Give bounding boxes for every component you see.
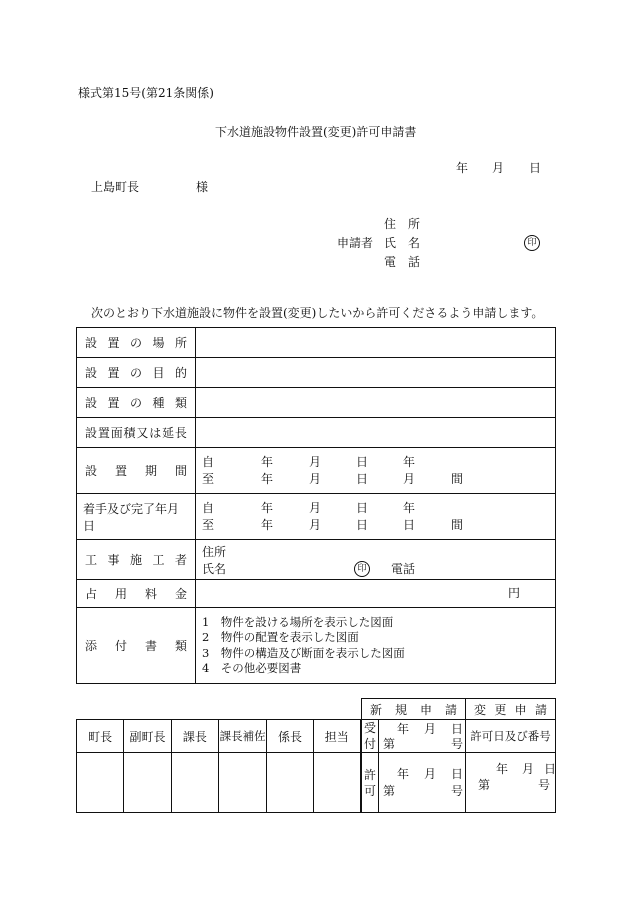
work-from-day: 日: [355, 500, 368, 515]
stamp-cell[interactable]: [124, 753, 171, 813]
applicant-address-label: 住 所: [384, 217, 421, 231]
date-month: 月: [492, 161, 505, 175]
role-cell: 課長補佐: [218, 720, 266, 753]
permit-date-number-label: 許可日及び番号: [466, 720, 556, 753]
kind-field[interactable]: [195, 388, 555, 418]
area-field[interactable]: [195, 418, 555, 448]
fee-label: 占 用 料 金: [85, 587, 187, 601]
permitted-number-suffix: 号: [451, 783, 464, 798]
permitted-year: 年: [397, 766, 410, 781]
contractor-phone-label: 電話: [390, 561, 415, 576]
page-title: 下水道施設物件設置(変更)許可申請書: [215, 125, 417, 139]
period-to: 至: [201, 471, 214, 486]
role-cell: 課長: [171, 720, 218, 753]
work-to: 至: [201, 517, 214, 532]
row-kind: [77, 388, 556, 418]
period-from: 自: [201, 454, 214, 469]
kind-label: 設 置 の 種 類: [85, 396, 187, 410]
period-duration-year: 年: [402, 454, 415, 469]
period-label: 設 置 期 間: [85, 464, 187, 478]
attachments-label: 添 付 書 類: [85, 639, 187, 653]
new-application-header: 新 規 申 請: [362, 699, 466, 720]
contractor-name-label: 氏名: [201, 561, 226, 576]
stamp-cell[interactable]: [218, 753, 266, 813]
date-year: 年: [456, 161, 469, 175]
permitted-month: 月: [424, 766, 437, 781]
row-period: [77, 448, 556, 494]
period-to-year: 年: [260, 471, 273, 486]
received-day: 日: [451, 722, 464, 736]
contractor-address-label: 住所: [201, 544, 226, 559]
work-from-year: 年: [260, 500, 273, 515]
received-label: 受 付: [362, 720, 379, 753]
permitted-day: 日: [451, 766, 464, 781]
work-to-year: 年: [260, 517, 273, 532]
attachment-item: 2 物件の配置を表示した図面: [201, 630, 359, 644]
role-cell: 副町長: [124, 720, 171, 753]
statement: 次のとおり下水道施設に物件を設置(変更)したいから許可くださるよう申請します。: [91, 306, 544, 320]
addressee-name: 上島町長: [91, 180, 140, 194]
role-cell: 町長: [77, 720, 124, 753]
applicant-label: 申請者: [337, 236, 374, 250]
row-place: [77, 328, 556, 358]
work-to-day: 日: [355, 517, 368, 532]
period-to-month: 月: [308, 471, 321, 486]
place-label: 設 置 の 場 所: [85, 336, 187, 350]
row-contractor: [77, 540, 556, 580]
period-from-year: 年: [260, 454, 273, 469]
application-table: [76, 327, 556, 684]
area-label: 設 置 面 積 又 は 延 長: [85, 426, 187, 440]
applicant-phone-label: 電 話: [384, 255, 421, 269]
form-number: 様式第15号(第21条関係): [78, 86, 214, 100]
change-permit-date-number[interactable]: [466, 753, 556, 813]
purpose-field[interactable]: [195, 358, 555, 388]
work-duration-day: 日: [402, 517, 415, 532]
receipt-table: [361, 698, 556, 813]
work-from: 自: [201, 500, 214, 515]
work-duration-year: 年: [402, 500, 415, 515]
attachments-field: [195, 608, 555, 684]
date-day: 日: [529, 161, 542, 175]
period-from-month: 月: [308, 454, 321, 469]
period-duration-month: 月: [402, 471, 415, 486]
applicant-name-label: 氏 名: [384, 236, 421, 250]
row-area: [77, 418, 556, 448]
period-between: 間: [450, 471, 463, 486]
period-field[interactable]: [195, 448, 555, 494]
received-number-prefix: 第: [383, 737, 396, 751]
stamp-cell[interactable]: [313, 753, 360, 813]
period-from-day: 日: [355, 454, 368, 469]
fee-field[interactable]: [195, 580, 555, 608]
fee-unit: 円: [507, 586, 520, 600]
row-attachments: [77, 608, 556, 684]
attachment-item: 4 その他必要図書: [201, 661, 302, 675]
row-work-dates: [77, 494, 556, 540]
change-month: 月: [522, 761, 535, 776]
purpose-label: 設 置 の 目 的: [85, 366, 187, 380]
addressee-honorific: 様: [196, 180, 209, 194]
period-to-day: 日: [355, 471, 368, 486]
stamp-cell[interactable]: [77, 753, 124, 813]
contractor-field[interactable]: [195, 540, 555, 580]
applicant-seal-icon: 印: [524, 235, 540, 251]
role-cell: 担当: [313, 720, 360, 753]
work-dates-field[interactable]: [195, 494, 555, 540]
permitted-label: 許 可: [362, 753, 379, 813]
work-between: 間: [450, 517, 463, 532]
received-year: 年: [397, 722, 410, 736]
contractor-label: 工 事 施 工 者: [85, 553, 187, 567]
change-number-prefix: 第: [478, 777, 491, 792]
row-purpose: [77, 358, 556, 388]
permitted-date-number[interactable]: [379, 753, 466, 813]
attachment-item: 3 物件の構造及び断面を表示した図面: [201, 645, 405, 660]
role-cell: 係長: [267, 720, 313, 753]
work-from-month: 月: [308, 500, 321, 515]
stamp-cell[interactable]: [171, 753, 218, 813]
change-number-suffix: 号: [538, 777, 551, 792]
approval-roles-table: [76, 719, 361, 813]
change-year: 年: [496, 761, 509, 776]
work-dates-label: 着手及び完了年月日: [83, 501, 180, 533]
change-day: 日: [544, 761, 557, 776]
row-fee: [77, 580, 556, 608]
received-date-number[interactable]: [379, 720, 466, 753]
received-number-suffix: 号: [451, 737, 464, 751]
place-field[interactable]: [195, 328, 555, 358]
permitted-number-prefix: 第: [383, 783, 396, 798]
contractor-seal-icon: 印: [354, 561, 370, 577]
work-to-month: 月: [308, 517, 321, 532]
change-application-header: 変 更 申 請: [466, 699, 556, 720]
stamp-cell[interactable]: [267, 753, 313, 813]
received-month: 月: [424, 722, 437, 736]
attachment-item: 1 物件を設ける場所を表示した図面: [201, 614, 394, 629]
